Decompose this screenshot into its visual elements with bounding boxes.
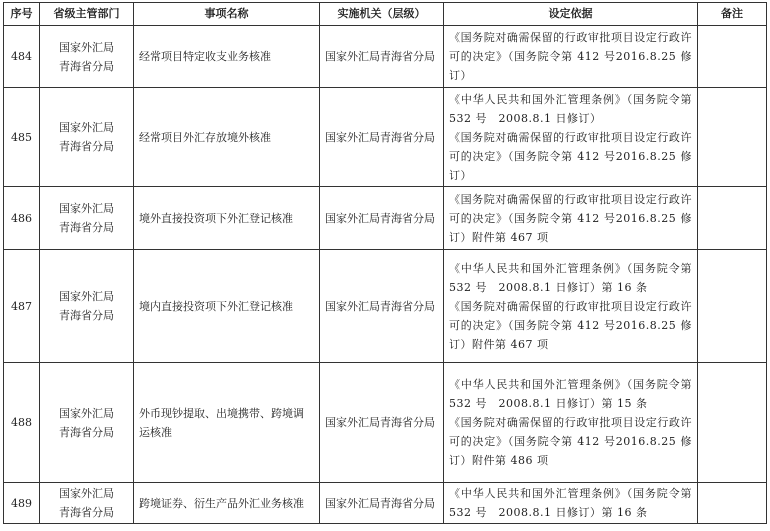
basis-entry: 《国务院对确需保留的行政审批项目设定行政许可的决定》（国务院令第 412 号2016.8.25 修订）附件第 467 项 — [449, 299, 692, 351]
approval-items-table — [3, 2, 767, 524]
basis-entry: 《国务院对确需保留的行政审批项目设定行政许可的决定》（国务院令第 412 号2016.8.25 修订）附件第 467 项 — [449, 192, 692, 244]
dept-line: 国家外汇局 — [59, 406, 114, 420]
dept-line: 国家外汇局 — [59, 40, 114, 54]
header-note: 备注 — [698, 3, 767, 26]
cell-agency: 国家外汇局青海省分局 — [320, 88, 444, 187]
cell-item-name: 境外直接投资项下外汇登记核准 — [134, 187, 320, 250]
basis-entry: 《中华人民共和国外汇管理条例》（国务院令第 532 号 2008.8.1 日修订） — [449, 92, 692, 125]
cell-item-name: 境内直接投资项下外汇登记核准 — [134, 250, 320, 363]
table-row — [4, 483, 767, 524]
cell-dept — [40, 250, 134, 363]
cell-note — [698, 187, 767, 250]
cell-no: 489 — [4, 483, 40, 524]
dept-line: 青海省分局 — [59, 425, 114, 439]
basis-entry: 《中华人民共和国外汇管理条例》（国务院令第 532 号 2008.8.1 日修订）第 16 条 — [449, 261, 692, 294]
cell-dept — [40, 187, 134, 250]
cell-agency: 国家外汇局青海省分局 — [320, 250, 444, 363]
cell-dept — [40, 26, 134, 88]
cell-dept — [40, 363, 134, 483]
basis-entry: 《国务院对确需保留的行政审批项目设定行政许可的决定》（国务院令第 412 号2016.8.25 修订） — [449, 31, 692, 82]
cell-agency: 国家外汇局青海省分局 — [320, 26, 444, 88]
cell-basis — [444, 363, 698, 483]
dept-line: 国家外汇局 — [59, 202, 114, 215]
cell-basis — [444, 187, 698, 250]
cell-note — [698, 26, 767, 88]
dept-line: 国家外汇局 — [59, 121, 114, 134]
cell-note — [698, 88, 767, 187]
cell-no: 484 — [4, 26, 40, 88]
cell-no: 486 — [4, 187, 40, 250]
cell-note — [698, 483, 767, 524]
cell-agency: 国家外汇局青海省分局 — [320, 483, 444, 524]
cell-item-name: 外币现钞提取、出境携带、跨境调运核准 — [134, 363, 320, 483]
basis-entry: 《国务院对确需保留的行政审批项目设定行政许可的决定》（国务院令第 412 号2016.8.25 修订）附件第 486 项 — [449, 416, 692, 467]
cell-dept — [40, 483, 134, 524]
cell-basis — [444, 483, 698, 524]
header-dept: 省级主管部门 — [40, 3, 134, 26]
cell-basis — [444, 26, 698, 88]
cell-agency: 国家外汇局青海省分局 — [320, 363, 444, 483]
cell-basis — [444, 88, 698, 187]
table-body — [4, 26, 767, 524]
table-row — [4, 88, 767, 187]
basis-entry: 《国务院对确需保留的行政审批项目设定行政许可的决定》（国务院令第 412 号2016.8.25 修订） — [449, 130, 692, 182]
basis-entry: 《中华人民共和国外汇管理条例》（国务院令第 532 号 2008.8.1 日修订）第 16 条 — [449, 487, 692, 519]
dept-line: 青海省分局 — [59, 221, 114, 234]
dept-line: 青海省分局 — [59, 59, 114, 73]
dept-line: 青海省分局 — [59, 506, 114, 519]
cell-item-name: 经常项目特定收支业务核准 — [134, 26, 320, 88]
header-basis: 设定依据 — [444, 3, 698, 26]
header-agency: 实施机关（层级） — [320, 3, 444, 26]
dept-line: 青海省分局 — [59, 309, 114, 322]
header-no: 序号 — [4, 3, 40, 26]
cell-note — [698, 250, 767, 363]
cell-agency: 国家外汇局青海省分局 — [320, 187, 444, 250]
table-row — [4, 26, 767, 88]
dept-line: 青海省分局 — [59, 140, 114, 153]
table-row — [4, 363, 767, 483]
dept-line: 国家外汇局 — [59, 487, 114, 500]
header-item: 事项名称 — [134, 3, 320, 26]
dept-line: 国家外汇局 — [59, 290, 114, 303]
basis-entry: 《中华人民共和国外汇管理条例》（国务院令第 532 号 2008.8.1 日修订）第 15 条 — [449, 378, 692, 410]
cell-item-name: 跨境证券、衍生产品外汇业务核准 — [134, 483, 320, 524]
cell-note — [698, 363, 767, 483]
cell-basis — [444, 250, 698, 363]
cell-item-name: 经常项目外汇存放境外核准 — [134, 88, 320, 187]
cell-no: 485 — [4, 88, 40, 187]
cell-dept — [40, 88, 134, 187]
cell-no: 487 — [4, 250, 40, 363]
table-row — [4, 187, 767, 250]
table-row — [4, 250, 767, 363]
cell-no: 488 — [4, 363, 40, 483]
header-row — [4, 3, 767, 26]
